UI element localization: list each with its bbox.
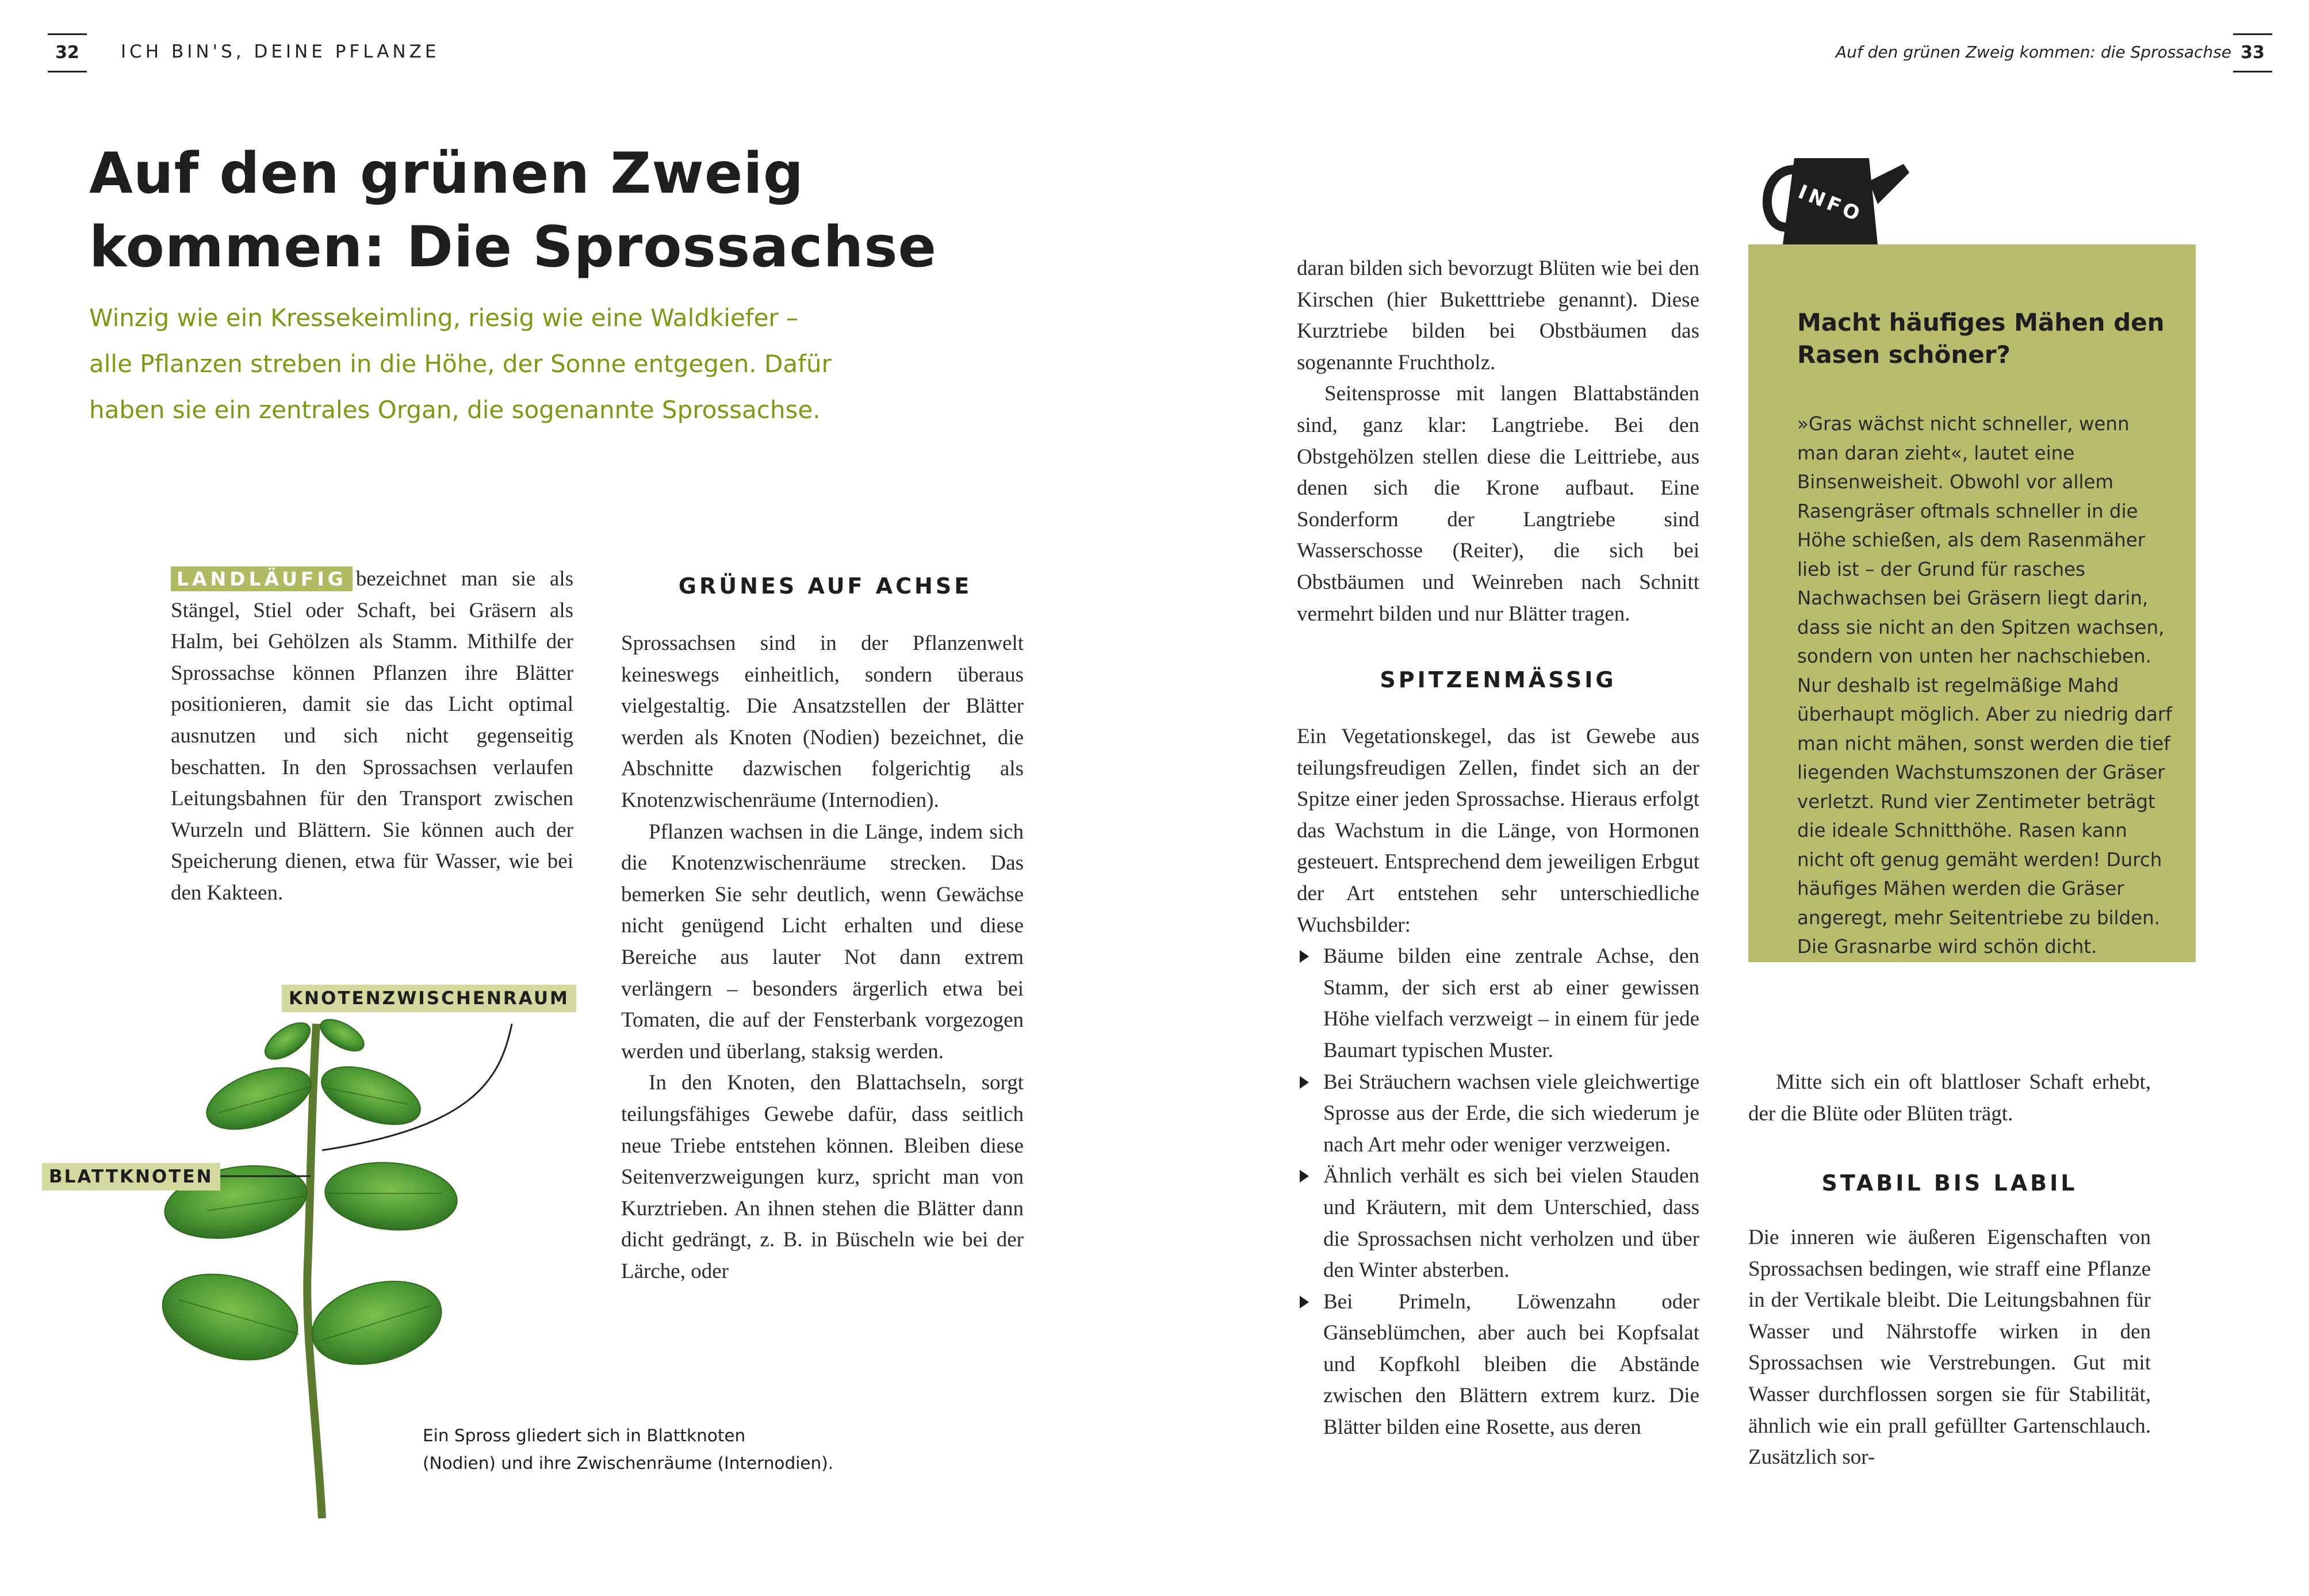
triangle-bullet-icon — [1300, 950, 1309, 963]
growth-forms-list — [1297, 941, 1699, 1444]
list-item — [1297, 1287, 1699, 1444]
col3-paragraph-3: Ein Vegetationskegel, das ist Gewebe aus teilungsfreudigen Zellen, findet sich an der Spitze einer jeden Sprossachse. Hieraus erfolgt das Wachstum in die Länge, von Hormonen gesteuert. Entsprechend dem jeweiligen Erbgut der Art entstehen sehr unterschiedliche Wuchsbilder: — [1297, 725, 1699, 937]
body-column-4a — [1748, 1067, 2151, 1130]
label-node: BLATTKNOTEN — [42, 1163, 220, 1191]
col3-paragraph-1: daran bilden sich bevorzugt Blüten wie bei den Kirschen (hier Buketttriebe genannt). Diese Kurztriebe bilden bei Obstbäumen das sogenannte Fruchtholz. — [1297, 257, 1699, 374]
triangle-bullet-icon — [1300, 1076, 1309, 1089]
col2-paragraph-1: Sprossachsen sind in der Pflanzenwelt keineswegs einheitlich, sondern überaus vielgestaltig. Die Ansatzstellen der Blätter werden als Knoten (Nodien) bezeichnet, die Abschnitte dazwischen folgerichtig als Knotenzwischenräume (Internodien). — [621, 631, 1024, 812]
list-item — [1297, 941, 1699, 1066]
running-head-left: ICH BIN'S, DEINE PFLANZE — [121, 41, 440, 62]
col3-paragraph-2: Seitensprosse mit langen Blattabständen sind, ganz klar: Langtriebe. Bei den Obstgehölzen stellen diese die Leittriebe, aus denen sich die Krone aufbaut. Eine Sonderform der Langtriebe sind Wasserschosse (Reiter), die sich bei Obstbäumen und Weinreben nach Schnitt vermehrt bilden und nur Blätter tragen. — [1297, 382, 1699, 626]
running-head-right: Auf den grünen Zweig kommen: die Sprossachse — [1835, 43, 2231, 62]
col4-paragraph-2: Die inneren wie äußeren Eigenschaften von Sprossachsen bedingen, wie straff eine Pflanze in der Vertikale bleibt. Die Leitungsbahnen für Wasser und Nährstoffe wirken in den Sprossachsen wie Verstrebungen. Gut mit Wasser durchflossen sorgen sie für Stabilität, ähnlich wie ein prall gefüllter Gartenschlauch. Zusätzlich sor- — [1748, 1226, 2151, 1469]
list-item — [1297, 1067, 1699, 1161]
lead-line-3: haben sie ein zentrales Organ, die sogenannte Sprossachse. — [89, 396, 821, 424]
figure-caption — [423, 1422, 883, 1477]
info-body — [1797, 409, 2177, 962]
heading-stabil-bis-labil: STABIL BIS LABIL — [1821, 1170, 2078, 1196]
lead-line-2: alle Pflanzen streben in die Höhe, der Sonne entgegen. Dafür — [89, 350, 832, 378]
list-item — [1297, 1161, 1699, 1286]
list-item-text: Bäume bilden eine zentrale Achse, den Stamm, der sich erst ab einer gewissen Höhe vielfach verzweigt – in einem für jede Baumart typischen Muster. — [1323, 944, 1699, 1062]
triangle-bullet-icon — [1300, 1296, 1309, 1308]
caption-line-2: (Nodien) und ihre Zwischenräume (Internodien). — [423, 1453, 834, 1473]
kicker-label: LANDLÄUFIG — [171, 567, 353, 591]
body-column-4b — [1748, 1222, 2151, 1473]
info-badge-label: INFO — [1795, 180, 1866, 227]
col1-text: bezeichnet man sie als Stängel, Stiel oder Schaft, bei Gräsern als Halm, bei Gehölzen als Stamm. Mithilfe der Sprossachse können Pflanzen ihre Blätter positionieren, damit sie das Licht optimal ausnutzen und sich nicht gegenseitig beschatten. In den Sprossachsen verlaufen Leitungsbahnen für den Transport zwischen Wurzeln und Blättern. Sie können auch der Speicherung dienen, etwa für Wasser, wie bei den Kakteen. — [171, 567, 573, 905]
label-internode: KNOTENZWISCHENRAUM — [282, 985, 576, 1012]
info-paragraph-1: »Gras wächst nicht schneller, wenn man daran zieht«, lautet eine Binsenweisheit. Obwohl vor allem Rasengräser oftmals schneller in die Höhe schießen, als dem Rasenmäher lieb ist – der Grund für rasches Nachwachsen bei Gräsern liegt darin, dass sie nicht an den Spitzen wachsen, sondern von unten her nachschieben. — [1797, 413, 2165, 667]
page-number-left: 32 — [48, 33, 87, 72]
col4-paragraph-1: Mitte sich ein oft blattloser Schaft erhebt, der die Blüte oder Blüten trägt. — [1748, 1070, 2151, 1126]
heading-spitzenmaessig: SPITZENMÄSSIG — [1380, 667, 1617, 692]
body-column-3a — [1297, 253, 1699, 630]
title-line-2: kommen: Die Sprossachse — [89, 215, 937, 280]
info-paragraph-2: Nur deshalb ist regelmäßige Mahd überhaupt möglich. Aber zu niedrig darf man nicht mähen, sonst werden die tief liegenden Wachstumszonen der Gräser verletzt. Rund vier Zentimeter beträgt die ideale Schnitthöhe. Rasen kann nicht oft genug gemäht werden! Durch häufiges Mähen werden die Gräser angeregt, mehr Seitentriebe zu bilden. Die Grasnarbe wird schön dicht. — [1797, 674, 2172, 958]
body-column-3b — [1297, 721, 1699, 1444]
heading-gruenes-auf-achse: GRÜNES AUF ACHSE — [678, 573, 972, 599]
triangle-bullet-icon — [1300, 1170, 1309, 1182]
list-item-text: Bei Sträuchern wachsen viele gleichwertige Sprosse aus der Erde, die sich wiederum je nach Art mehr oder weniger verzweigen. — [1323, 1070, 1699, 1157]
col2-paragraph-3: In den Knoten, den Blattachseln, sorgt teilungsfähiges Gewebe dafür, dass seitlich neue Triebe entstehen können. Bleiben diese Seitenverzweigungen kurz, spricht man von Kurztrieben. An ihnen stehen die Blätter dann dicht gedrängt, z. B. in Büscheln wie bei der Lärche, oder — [621, 1071, 1024, 1283]
col2-paragraph-2: Pflanzen wachsen in die Länge, indem sich die Knotenzwischenräume strecken. Das bemerken Sie sehr deutlich, wenn Gewächse nicht genügend Licht erhalten und diese Bereiche aus lauter Not dann extrem verlängern – besonders ärgerlich etwa bei Tomaten, die auf der Fensterbank vorgezogen werden und überlang, staksig werden. — [621, 820, 1024, 1063]
info-question: Macht häufiges Mähen den Rasen schöner? — [1797, 308, 2165, 369]
lead-line-1: Winzig wie ein Kressekeimling, riesig wie eine Waldkiefer – — [89, 304, 799, 332]
title-line-1: Auf den grünen Zweig — [89, 141, 805, 206]
list-item-text: Ähnlich verhält es sich bei vielen Stauden und Kräutern, mit dem Unterschied, dass die Sprossachsen nicht verholzen und über den Winter absterben. — [1323, 1164, 1699, 1283]
list-item-text: Bei Primeln, Löwenzahn oder Gänseblümchen, aber auch bei Kopfsalat und Kopfkohl bleiben die Abstände zwischen den Blättern extrem kurz. Die Blätter bilden eine Rosette, aus deren — [1323, 1289, 1699, 1440]
caption-line-1: Ein Spross gliedert sich in Blattknoten — [423, 1426, 746, 1445]
body-column-2 — [621, 628, 1024, 1287]
watering-can-icon — [1760, 147, 1915, 270]
page-number-right: 33 — [2233, 33, 2272, 72]
